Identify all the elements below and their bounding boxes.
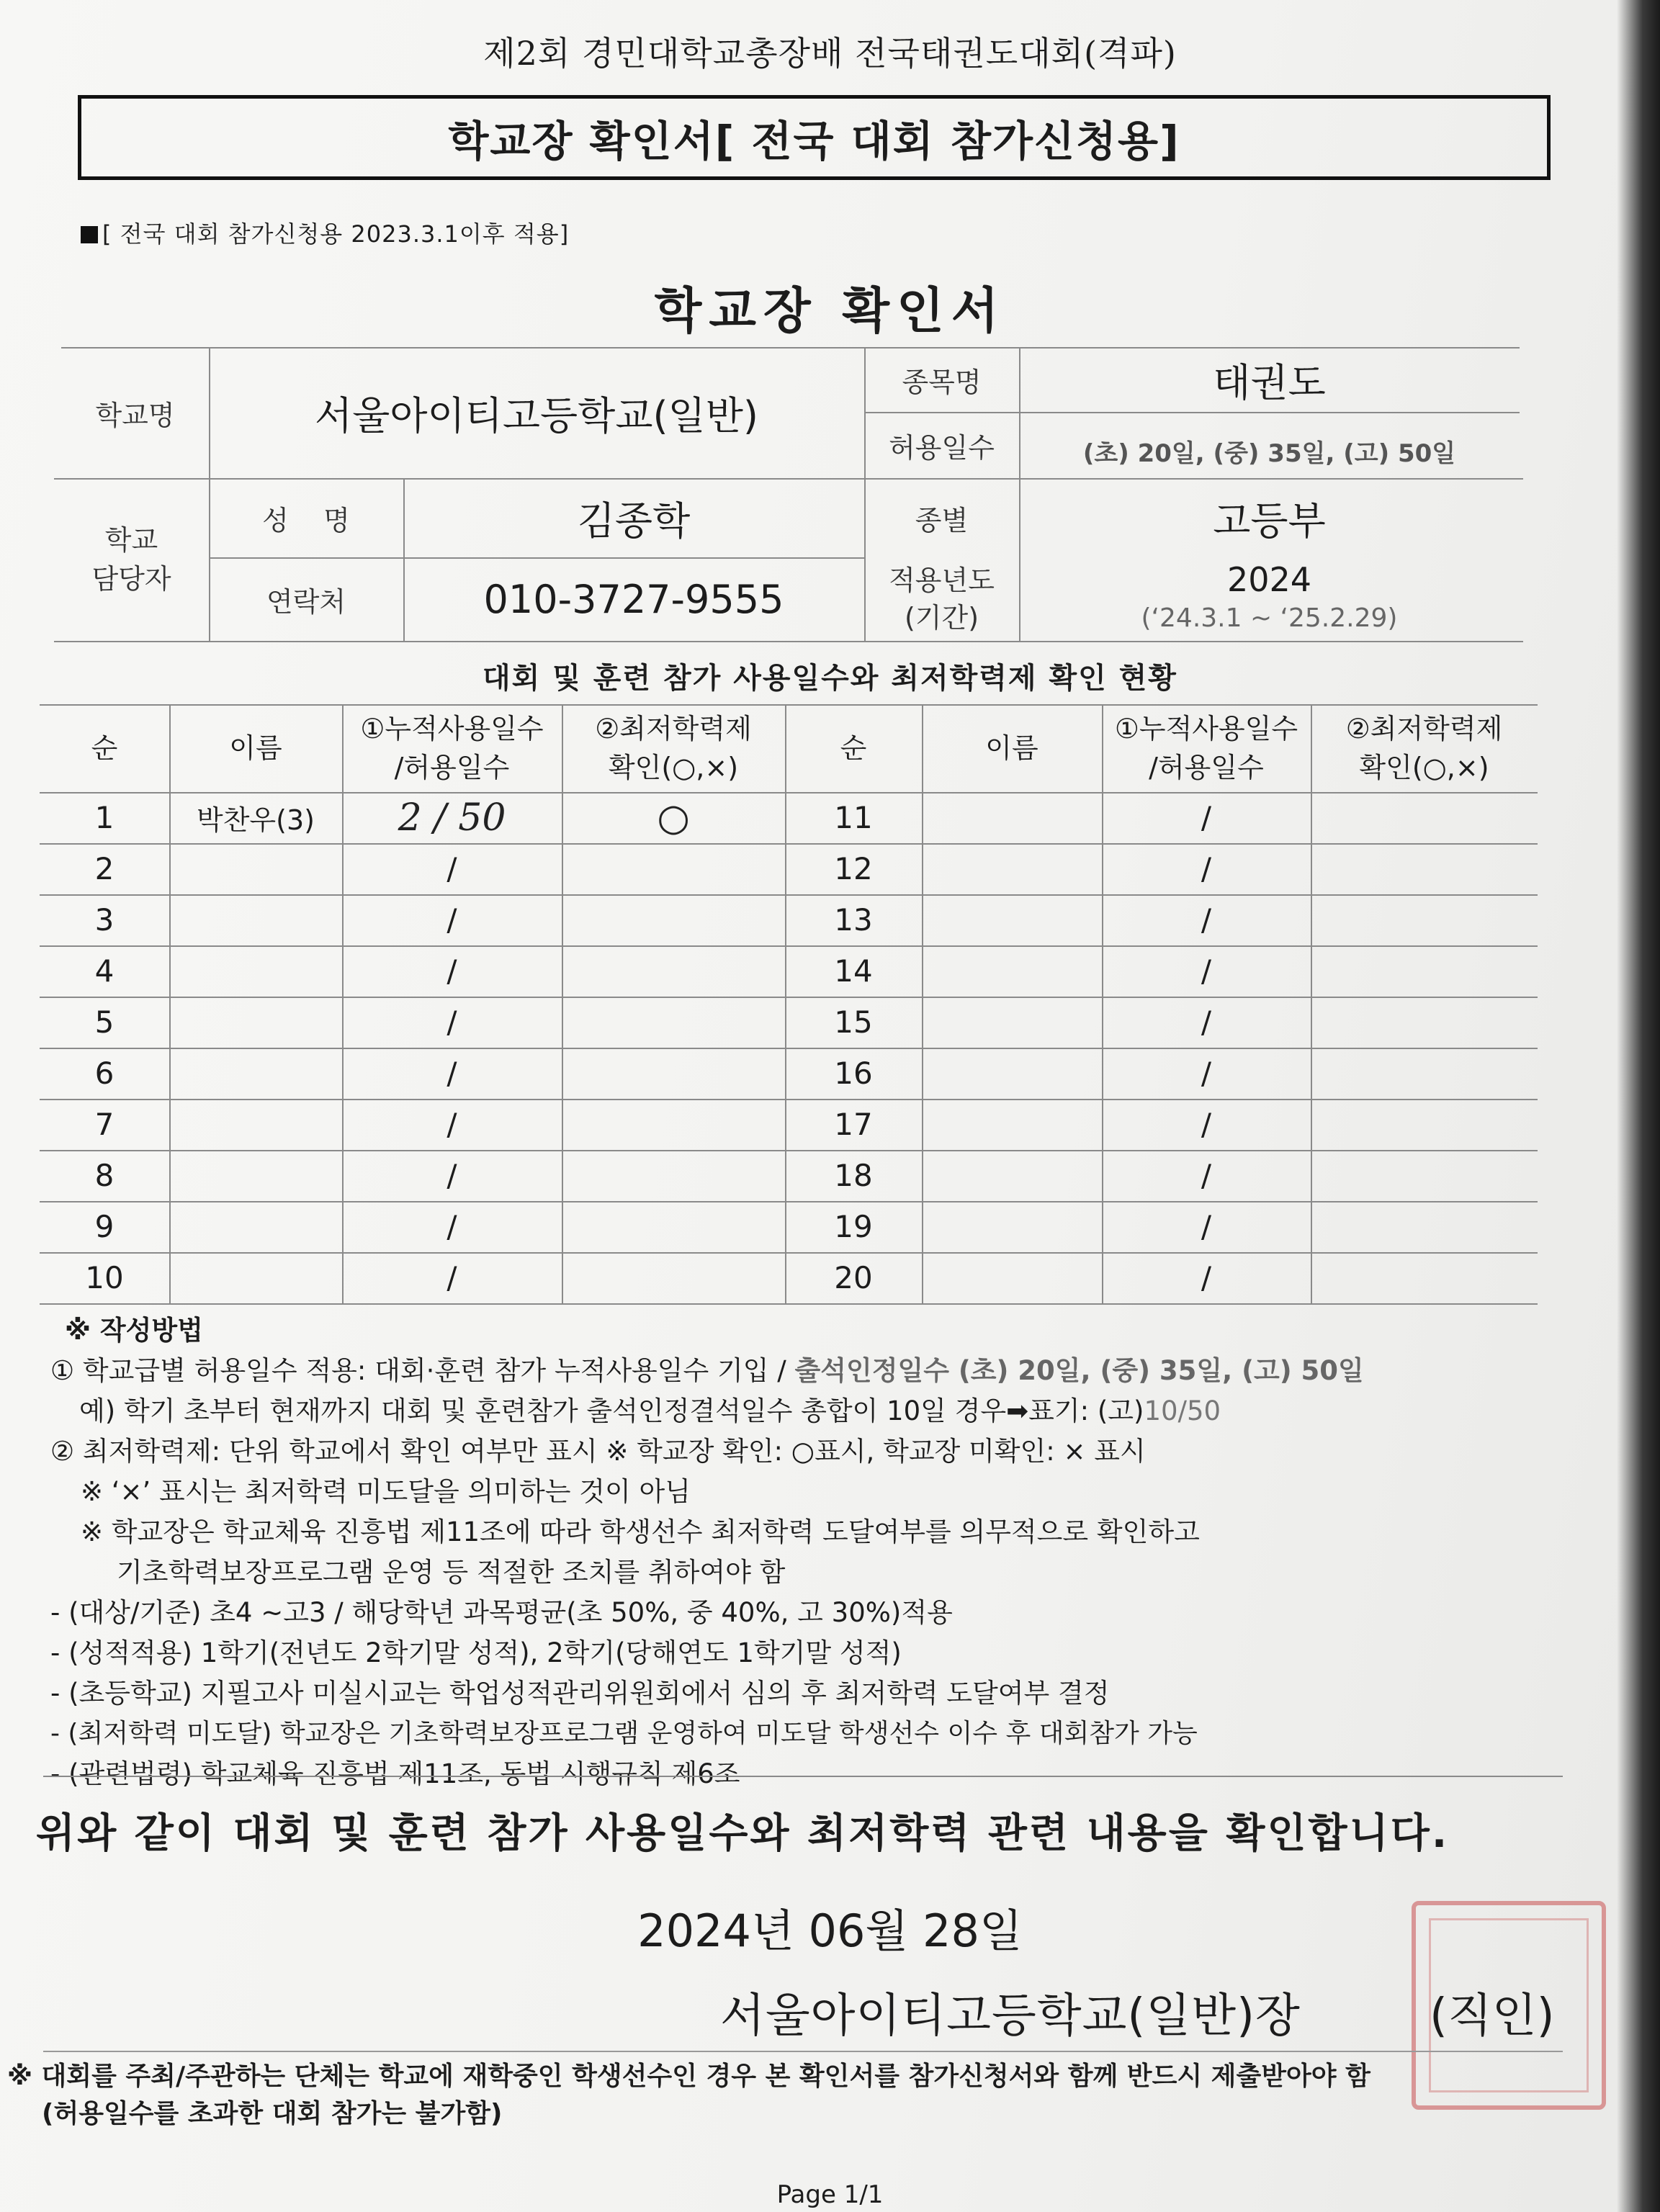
right-row-9-name [922,1201,1102,1252]
header-check-left: ②최저학력제 확인(○,×) [595,713,752,783]
signer: 서울아이티고등학교(일반)장 [720,1990,1301,2043]
right-row-4-check [1311,945,1538,997]
header-name-right: 이름 [985,732,1038,764]
footer-note [7,2058,1628,2133]
left-row-4-no: 4 [94,953,115,989]
allowed-value: (초) 20일, (중) 35일, (고) 50일 [1082,439,1456,468]
right-row-7-name [922,1099,1102,1150]
right-row-6-days: / [1201,1056,1212,1091]
left-row-1-days: 2 / 50 [398,796,506,840]
left-row-6-check [562,1048,785,1099]
method-line-2a: 예) 학기 초부터 현재까지 대회 및 훈련참가 출석인정결석일수 총합이 10일 경우➡표기: (고) [79,1395,1144,1426]
left-row-7-no: 7 [94,1107,115,1142]
right-row-5-no: 15 [834,1004,873,1040]
left-row-3-check [562,894,785,945]
method-line-9: - (초등학교) 지필고사 미실시교는 학업성적관리위원회에서 심의 후 최저학력 도달여부 결정 [50,1678,1110,1709]
page-number: Page 1/1 [776,2180,884,2209]
header-days-right: ①누적사용일수 /허용일수 [1114,713,1298,783]
right-row-7-check [1311,1099,1538,1150]
document-title: 학교장 확인서 [654,283,1006,340]
left-row-10-name [169,1252,342,1303]
left-row-6-days: / [447,1056,457,1091]
left-row-2-days: / [447,851,457,886]
applicability-note [81,216,569,249]
writing-method [50,1310,1577,1794]
method-line-10: - (최저학력 미도달) 학교장은 기초학력보장프로그램 운영하여 미도달 학생선수 이수 후 대회참가 가능 [50,1719,1198,1748]
division-label: 종별 [915,504,969,536]
header-check-right: ②최저학력제 확인(○,×) [1345,713,1503,783]
right-row-2-name [922,843,1102,894]
left-row-3-no: 3 [94,902,115,938]
school-value: 서울아이티고등학교(일반) [315,392,758,439]
right-row-5-check [1311,997,1538,1048]
right-row-1-no: 11 [834,800,873,835]
right-row-3-name [922,894,1102,945]
header-no-left: 순 [91,732,118,764]
left-row-4-days: / [447,953,457,989]
right-row-4-no: 14 [834,953,873,989]
right-row-6-name [922,1048,1102,1099]
method-line-2b: 10/50 [1144,1395,1221,1426]
manager-label: 학교 담당자 [91,524,171,595]
status-table-title: 대회 및 훈련 참가 사용일수와 최저학력제 확인 현황 [483,662,1177,695]
left-row-8-name [169,1150,342,1201]
left-row-7-name [169,1099,342,1150]
contest-title: 제2회 경민대학교총장배 전국태권도대회(격파) [483,34,1177,73]
left-row-9-days: / [447,1209,457,1244]
left-row-8-check [562,1150,785,1201]
left-row-1-check: ○ [657,796,690,840]
left-row-1-no: 1 [94,800,115,835]
school-label: 학교명 [95,399,175,431]
right-row-4-days: / [1201,953,1212,989]
left-row-5-check [562,997,785,1048]
left-row-3-days: / [447,902,457,938]
footer-note-2: (허용일수를 초과한 대회 참가는 불가함) [42,2099,503,2128]
right-row-9-check [1311,1201,1538,1252]
right-row-7-days: / [1201,1107,1212,1142]
method-line-6: 기초학력보장프로그램 운영 등 적절한 조치를 취하여야 함 [117,1557,786,1588]
right-row-4-name [922,945,1102,997]
contact-label: 연락처 [266,585,346,618]
method-line-8: - (성적적용) 1학기(전년도 2학기말 성적), 2학기(당해연도 1학기말 성적) [50,1637,902,1668]
left-row-8-no: 8 [94,1158,115,1193]
left-row-2-name [169,843,342,894]
footer-note-1: ※ 대회를 주최/주관하는 단체는 학교에 재학중인 학생선수인 경우 본 확인서를 참가신청서와 함께 반드시 제출받아야 함 [7,2062,1370,2091]
left-row-6-no: 6 [94,1056,115,1091]
confirmation-statement: 위와 같이 대회 및 훈련 참가 사용일수와 최저학력 관련 내용을 확인합니다. [36,1810,1450,1857]
left-row-2-check [562,843,785,894]
left-row-9-no: 9 [94,1209,115,1244]
right-row-10-days: / [1201,1260,1212,1295]
left-row-9-name [169,1201,342,1252]
header-name-left: 이름 [229,732,282,764]
right-row-2-days: / [1201,851,1212,886]
right-row-10-no: 20 [834,1260,873,1295]
method-line-1b: 출석인정일수 (초) 20일, (중) 35일, (고) 50일 [794,1355,1364,1386]
right-row-6-no: 16 [834,1056,873,1091]
left-row-5-days: / [447,1004,457,1040]
left-row-6-name [169,1048,342,1099]
right-row-3-days: / [1201,902,1212,938]
left-row-5-name [169,997,342,1048]
right-row-6-check [1311,1048,1538,1099]
left-row-4-check [562,945,785,997]
year-label: 적용년도 (기간) [889,565,995,634]
right-row-9-no: 19 [834,1209,873,1244]
right-row-10-check [1311,1252,1538,1303]
right-row-3-check [1311,894,1538,945]
right-row-1-name [922,792,1102,843]
left-row-9-check [562,1201,785,1252]
method-line-3: ② 최저학력제: 단위 학교에서 확인 여부만 표시 ※ 학교장 확인: ○표시, 학교장 미확인: × 표시 [50,1436,1146,1467]
name-label: 성 명 [262,504,350,536]
confirmation-date: 2024년 06월 28일 [637,1905,1023,1957]
method-line-4: ※ ‘×’ 표시는 최저학력 미도달을 의미하는 것이 아님 [81,1476,691,1507]
name-value: 김종학 [577,498,691,544]
left-row-10-check [562,1252,785,1303]
left-row-8-days: / [447,1158,457,1193]
method-line-1 [50,1351,1577,1391]
right-row-8-days: / [1201,1158,1212,1193]
allowed-label: 허용일수 [889,431,995,464]
year-value: 2024 [1226,560,1312,599]
left-row-3-name [169,894,342,945]
right-row-2-no: 12 [834,851,873,886]
right-row-2-check [1311,843,1538,894]
left-row-2-no: 2 [94,851,115,886]
footer-divider [43,2051,1563,2052]
method-line-1a: ① 학교급별 허용일수 적용: 대회·훈련 참가 누적사용일수 기입 / [50,1355,795,1386]
right-row-9-days: / [1201,1209,1212,1244]
left-row-7-check [562,1099,785,1150]
right-row-7-no: 17 [834,1107,873,1142]
event-value: 태권도 [1213,359,1326,405]
right-row-1-days: / [1201,800,1212,835]
right-row-8-name [922,1150,1102,1201]
division-value: 고등부 [1213,498,1326,544]
right-row-3-no: 13 [834,902,873,938]
year-period: (‘24.3.1 ~ ‘25.2.29) [1141,603,1398,633]
left-row-1-name: 박찬우(3) [197,804,315,836]
header-days-left: ①누적사용일수 /허용일수 [360,713,544,783]
method-line-11: - (관련법령) 학교체육 진흥법 제11조, 동법 시행규칙 제6조 [50,1758,740,1789]
square-bullet-icon [81,226,98,243]
banner-title: 학교장 확인서[ 전국 대회 참가신청용] [78,95,1551,180]
event-label: 종목명 [902,366,982,398]
applicability-note-text: [ 전국 대회 참가신청용 2023.3.1이후 적용] [102,220,570,248]
left-row-4-name [169,945,342,997]
right-row-8-no: 18 [834,1158,873,1193]
left-row-10-no: 10 [85,1260,124,1295]
header-no-right: 순 [840,732,867,764]
right-row-5-name [922,997,1102,1048]
right-row-8-check [1311,1150,1538,1201]
right-row-1-check [1311,792,1538,843]
right-row-10-name [922,1252,1102,1303]
seal-mark: (직인) [1430,1990,1555,2043]
method-line-7: - (대상/기준) 초4 ~고3 / 해당학년 과목평균(초 50%, 중 40%, 고 30%)적용 [50,1597,953,1628]
left-row-10-days: / [447,1260,457,1295]
left-row-5-no: 5 [94,1004,115,1040]
method-title: ※ 작성방법 [65,1315,203,1346]
left-row-7-days: / [447,1107,457,1142]
right-row-5-days: / [1201,1004,1212,1040]
contact-value: 010-3727-9555 [483,576,784,622]
method-line-5: ※ 학교장은 학교체육 진흥법 제11조에 따라 학생선수 최저학력 도달여부를 의무적으로 확인하고 [81,1516,1200,1547]
method-line-2 [50,1391,1577,1431]
